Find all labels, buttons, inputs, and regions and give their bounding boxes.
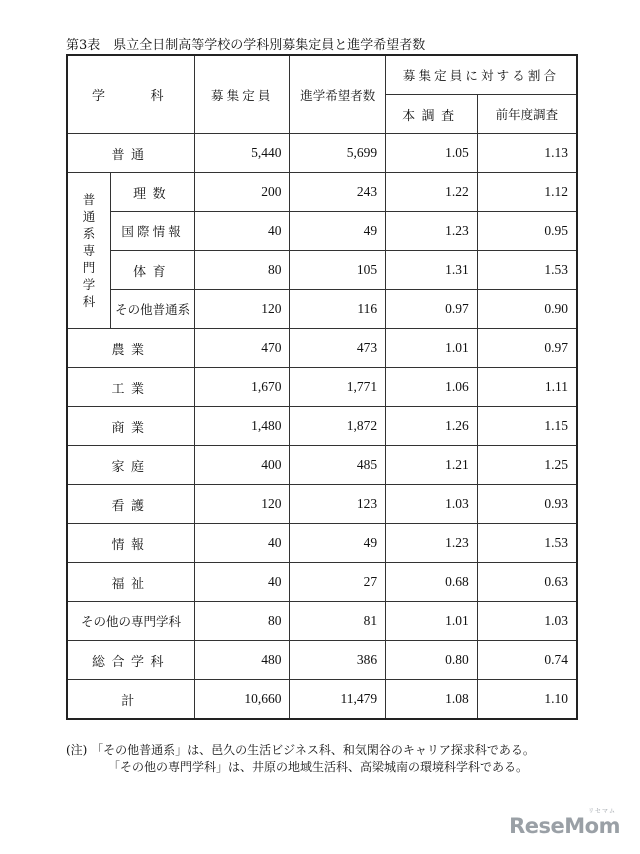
group-label-general-specialized: [67, 173, 111, 329]
table-row: [67, 173, 577, 212]
header-capacity: 募集定員: [195, 55, 290, 134]
row-name: その他の専門学科: [67, 602, 195, 641]
row-name: 国際情報: [111, 212, 195, 251]
row-capacity: 200: [195, 173, 290, 212]
row-ratio: 1.31: [386, 251, 478, 290]
table-row: [67, 446, 577, 485]
row-capacity: 1,670: [195, 368, 290, 407]
row-name: 情報: [67, 524, 195, 563]
row-name: 理数: [111, 173, 195, 212]
table-row: [67, 641, 577, 680]
row-capacity: 400: [195, 446, 290, 485]
row-prev-ratio: 0.93: [477, 485, 577, 524]
footnote: [66, 742, 535, 776]
row-name: 家庭: [67, 446, 195, 485]
row-prev-ratio: 0.74: [477, 641, 577, 680]
row-name: 看護: [67, 485, 195, 524]
row-ratio: 1.01: [386, 329, 478, 368]
header-applicants: 進学希望者数: [290, 55, 386, 134]
row-capacity: 120: [195, 485, 290, 524]
group-label-text: 普 通 系 専 門 学 科: [82, 192, 96, 309]
row-prev-ratio: 0.90: [477, 290, 577, 329]
row-capacity: 80: [195, 251, 290, 290]
row-applicants: 5,699: [290, 134, 386, 173]
row-ratio: 1.06: [386, 368, 478, 407]
row-prev-ratio: 1.53: [477, 251, 577, 290]
row-applicants: 386: [290, 641, 386, 680]
table-row: [67, 212, 577, 251]
row-ratio: 1.23: [386, 524, 478, 563]
row-name: 普通: [67, 134, 195, 173]
logo-small-text: リセマム: [588, 808, 616, 815]
row-name: 総合学科: [67, 641, 195, 680]
row-applicants: 105: [290, 251, 386, 290]
total-prev-ratio: 1.10: [477, 680, 577, 720]
row-prev-ratio: 1.13: [477, 134, 577, 173]
header-ratio-group: 募集定員に対する割合: [386, 55, 577, 95]
row-name: 農業: [67, 329, 195, 368]
table-row: [67, 407, 577, 446]
table-row: [67, 524, 577, 563]
table-row: [67, 602, 577, 641]
row-applicants: 49: [290, 524, 386, 563]
row-ratio: 1.26: [386, 407, 478, 446]
row-capacity: 5,440: [195, 134, 290, 173]
row-name: 体育: [111, 251, 195, 290]
resemom-logo: [509, 808, 620, 838]
row-name: その他普通系: [111, 290, 195, 329]
footnote-line-1: (注) 「その他普通系」は、邑久の生活ビジネス科、和気閑谷のキャリア探求科である。: [66, 743, 535, 757]
total-row: [67, 680, 577, 720]
row-applicants: 1,872: [290, 407, 386, 446]
header-this-survey: 本調査: [386, 95, 478, 134]
table-row: [67, 563, 577, 602]
table-row: [67, 368, 577, 407]
row-capacity: 120: [195, 290, 290, 329]
total-label: 計: [67, 680, 195, 720]
row-name: 商業: [67, 407, 195, 446]
row-prev-ratio: 1.12: [477, 173, 577, 212]
row-name: 福祉: [67, 563, 195, 602]
row-ratio: 1.21: [386, 446, 478, 485]
row-prev-ratio: 1.53: [477, 524, 577, 563]
table-row: [67, 290, 577, 329]
logo-text: ReseMom: [509, 814, 620, 838]
footnote-line-2: 「その他の専門学科」は、井原の地域生活科、高梁城南の環境科学科である。: [108, 760, 529, 774]
table-row: [67, 485, 577, 524]
row-ratio: 0.80: [386, 641, 478, 680]
table-row: [67, 251, 577, 290]
row-prev-ratio: 1.11: [477, 368, 577, 407]
row-applicants: 123: [290, 485, 386, 524]
row-prev-ratio: 0.97: [477, 329, 577, 368]
total-ratio: 1.08: [386, 680, 478, 720]
row-applicants: 116: [290, 290, 386, 329]
row-applicants: 485: [290, 446, 386, 485]
row-prev-ratio: 1.03: [477, 602, 577, 641]
row-applicants: 473: [290, 329, 386, 368]
row-ratio: 1.01: [386, 602, 478, 641]
row-capacity: 40: [195, 524, 290, 563]
row-prev-ratio: 0.95: [477, 212, 577, 251]
row-prev-ratio: 1.15: [477, 407, 577, 446]
row-ratio: 0.97: [386, 290, 478, 329]
enrollment-table: [66, 54, 578, 720]
row-name: 工業: [67, 368, 195, 407]
row-prev-ratio: 1.25: [477, 446, 577, 485]
total-applicants: 11,479: [290, 680, 386, 720]
table-title: 第3表 県立全日制高等学校の学科別募集定員と進学希望者数: [66, 38, 426, 53]
table-row: [67, 329, 577, 368]
row-applicants: 27: [290, 563, 386, 602]
row-capacity: 480: [195, 641, 290, 680]
row-ratio: 1.23: [386, 212, 478, 251]
row-capacity: 470: [195, 329, 290, 368]
row-applicants: 1,771: [290, 368, 386, 407]
row-capacity: 1,480: [195, 407, 290, 446]
row-applicants: 49: [290, 212, 386, 251]
row-capacity: 80: [195, 602, 290, 641]
total-capacity: 10,660: [195, 680, 290, 720]
row-applicants: 243: [290, 173, 386, 212]
row-ratio: 1.22: [386, 173, 478, 212]
row-capacity: 40: [195, 212, 290, 251]
row-capacity: 40: [195, 563, 290, 602]
row-ratio: 1.05: [386, 134, 478, 173]
header-department: 学 科: [67, 55, 195, 134]
row-applicants: 81: [290, 602, 386, 641]
row-ratio: 0.68: [386, 563, 478, 602]
table-row: [67, 134, 577, 173]
row-prev-ratio: 0.63: [477, 563, 577, 602]
row-ratio: 1.03: [386, 485, 478, 524]
header-prev-survey: 前年度調査: [477, 95, 577, 134]
